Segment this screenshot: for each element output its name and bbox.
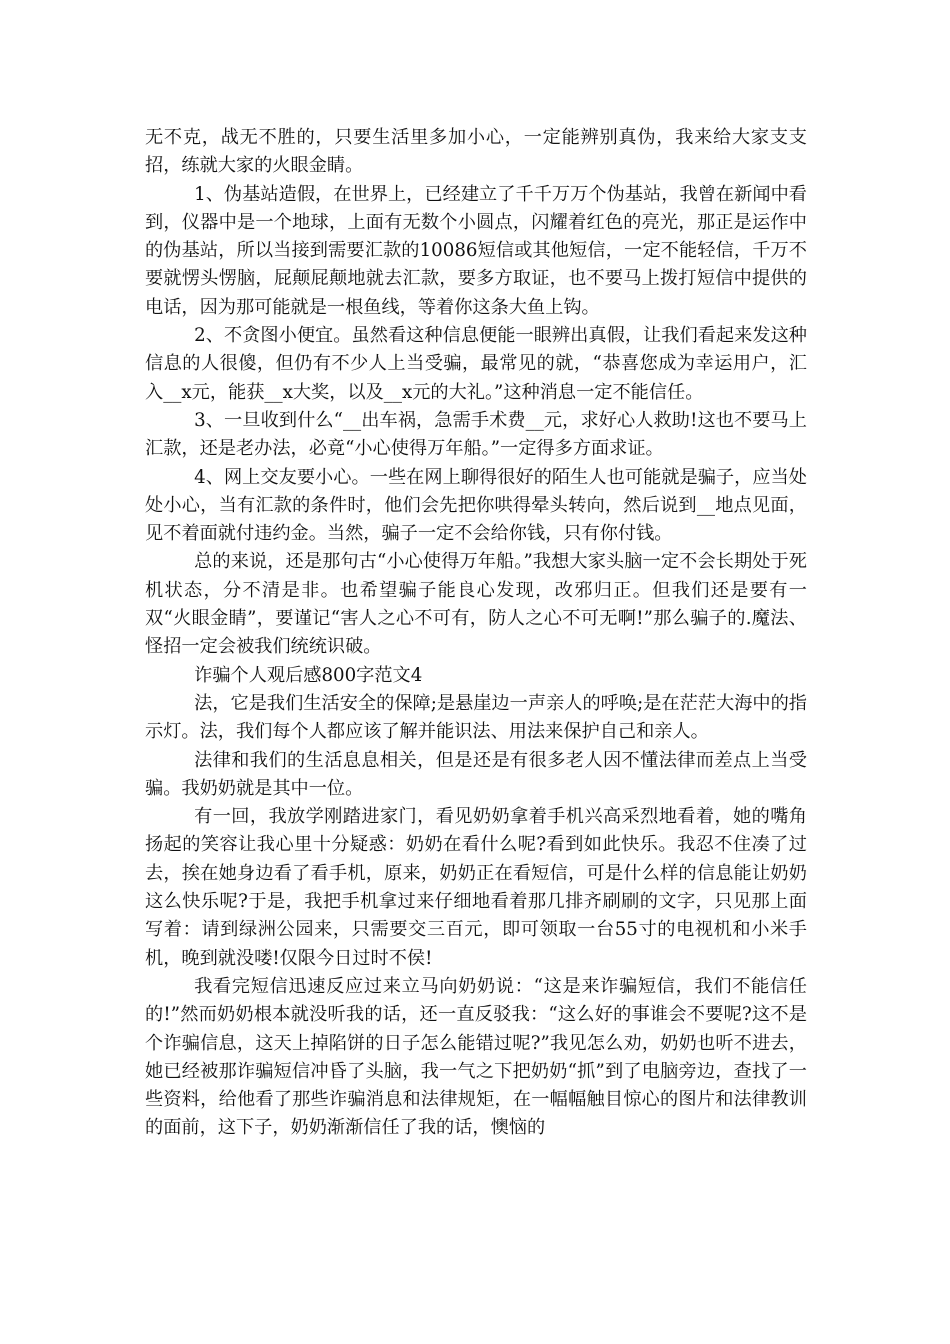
document-body: [145, 124, 807, 1143]
paragraph-continuation: 无不克，战无不胜的，只要生活里多加小心，一定能辨别真伪，我来给大家支支招，练就大家的火眼金睛。: [145, 127, 807, 177]
paragraph-law-elderly: 法律和我们的生活息息相关，但是还是有很多老人因不懂法律而差点上当受骗。我奶奶就是其中一位。: [145, 749, 807, 799]
paragraph-tip-1: 1、伪基站造假，在世界上，已经建立了千千万万个伪基站，我曾在新闻中看到，仪器中是一个地球，上面有无数个小圆点，闪耀着红色的亮光，那正是运作中的伪基站，所以当接到需要汇款的10086短信或其他短信，一定不能轻信，千万不要就愣头愣脑，屁颠屁颠地就去汇款，要多方取证，也不要马上拨打短信中提供的电话，因为那可能就是一根鱼线，等着你这条大鱼上钩。: [145, 183, 807, 318]
paragraph-story-1: 有一回，我放学刚踏进家门，看见奶奶拿着手机兴高采烈地看着，她的嘴角扬起的笑容让我心里十分疑惑：奶奶在看什么呢?看到如此快乐。我忍不住凑了过去，挨在她身边看了看手机，原来，奶奶正在看短信，可是什么样的信息能让奶奶这么快乐呢?于是，我把手机拿过来仔细地看着那几排齐刷刷的文字，只见那上面写着：请到绿洲公园来，只需要交三百元，即可领取一台55寸的电视机和小米手机，晚到就没喽!仅限今日过时不侯!: [145, 806, 807, 969]
paragraph-story-2: 我看完短信迅速反应过来立马向奶奶说：“这是来诈骗短信，我们不能信任的!”然而奶奶根本就没听我的话，还一直反驳我：“这么好的事谁会不要呢?这不是个诈骗信息，这天上掉陷饼的日子怎么能错过呢?”我见怎么劝，奶奶也听不进去，她已经被那诈骗短信冲昏了头脑，我一气之下把奶奶“抓”到了电脑旁边，查找了一些资料，给他看了那些诈骗消息和法律规矩，在一幅幅触目惊心的图片和法律教训的面前，这下子，奶奶渐渐信任了我的话，懊恼的: [145, 975, 807, 1139]
paragraph-tip-3: 3、一旦收到什么“__出车祸，急需手术费__元，求好心人救助!这也不要马上汇款，还是老办法，必竟“小心使得万年船。”一定得多方面求证。: [145, 409, 807, 460]
paragraph-conclusion: 总的来说，还是那句古“小心使得万年船。”我想大家头脑一定不会长期处于死机状态，分不清是非。也希望骗子能良心发现，改邪归正。但我们还是要有一双“火眼金睛”，要谨记“害人之心不可有，防人之心不可无啊!”那么骗子的.魔法、怪招一定会被我们统统识破。: [145, 551, 807, 658]
section-heading: 诈骗个人观后感800字范文4: [194, 664, 423, 686]
paragraph-tip-4: 4、网上交友要小心。一些在网上聊得很好的陌生人也可能就是骗子，应当处处小心，当有汇款的条件时，他们会先把你哄得晕头转向，然后说到__地点见面，见不着面就付违约金。当然，骗子一定不会给你钱，只有你付钱。: [145, 466, 807, 545]
paragraph-tip-2: 2、不贪图小便宜。虽然看这种信息便能一眼辨出真假，让我们看起来发这种信息的人很傻，但仍有不少人上当受骗，最常见的就，“恭喜您成为幸运用户，汇入__x元，能获__x大奖，以及__x元的大礼。”这种消息一定不能信任。: [145, 325, 807, 403]
paragraph-law-intro: 法，它是我们生活安全的保障;是悬崖边一声亲人的呼唤;是在茫茫大海中的指示灯。法，我们每个人都应该了解并能识法、用法来保护自己和亲人。: [145, 692, 807, 743]
